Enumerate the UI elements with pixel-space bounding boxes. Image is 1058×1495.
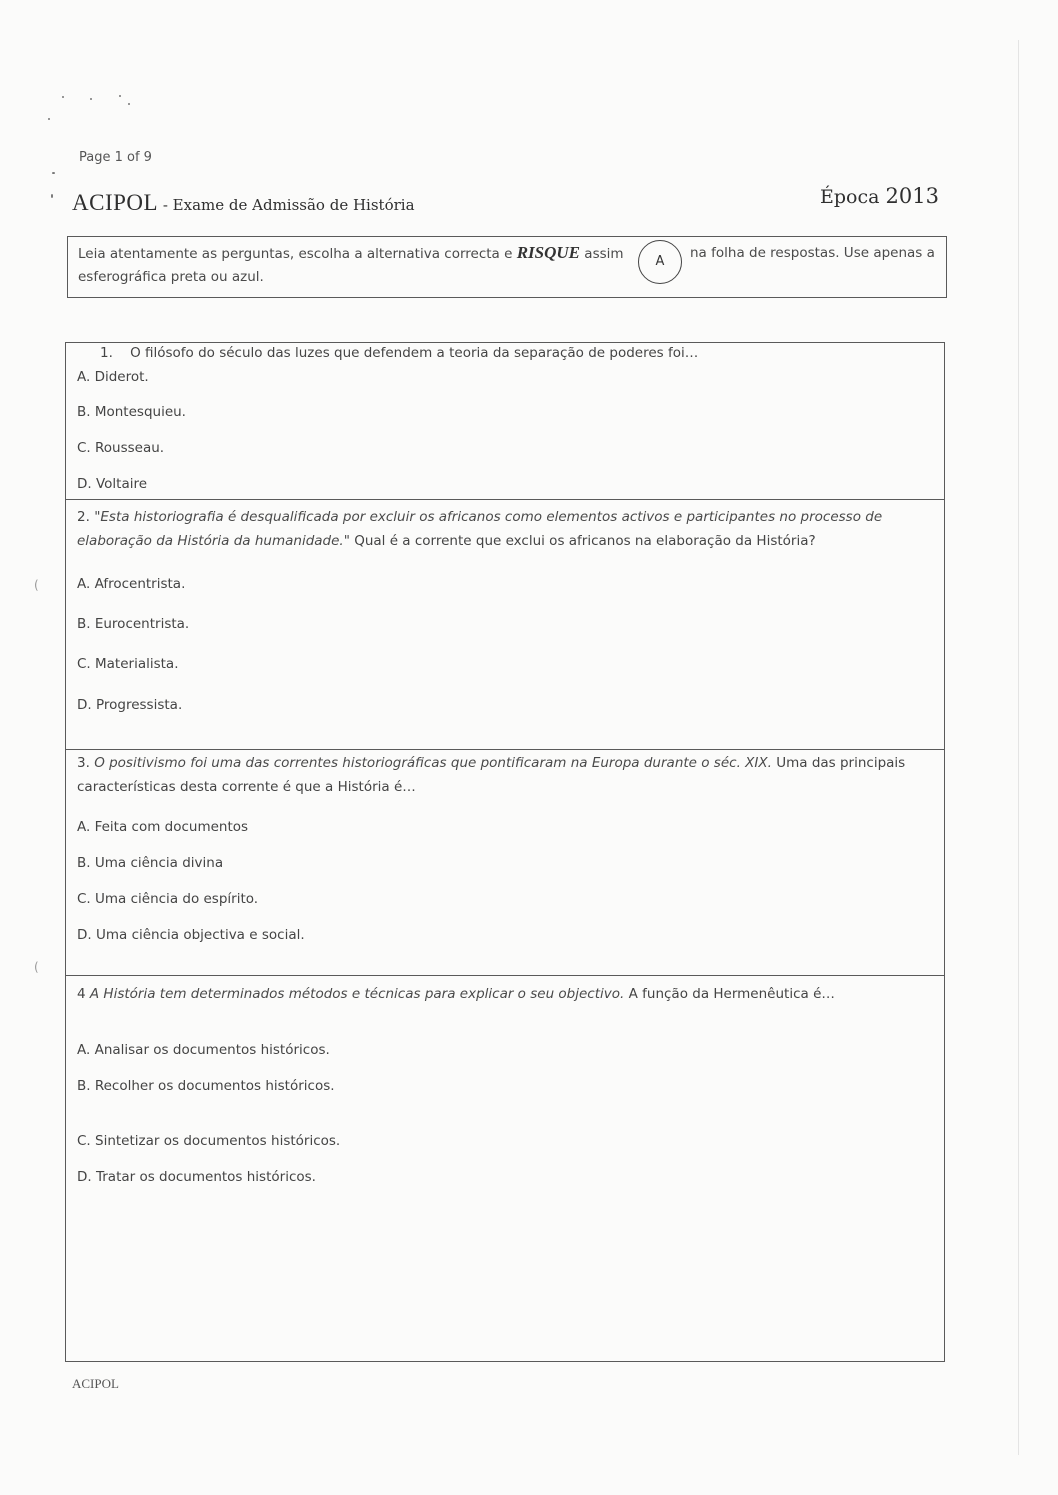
answer-option: C. Materialista. [77,656,179,672]
question-2 [77,505,938,553]
instructions-line-2: esferográfica preta ou azul. [78,269,264,285]
question-quote: "Esta historiografia é desqualificada por excluir os africanos como elementos activos e participantes no processo de elaboração da História da humanidade." [77,509,883,549]
answer-option: B. Recolher os documentos históricos. [77,1078,335,1094]
exam-period [820,184,939,208]
question-number: 1. [100,345,113,361]
answer-option: C. Uma ciência do espírito. [77,891,259,907]
period-label: Época [820,186,886,208]
scan-speck [128,103,130,105]
question-divider [66,499,944,500]
answer-option: D. Tratar os documentos históricos. [77,1169,316,1185]
question-number: 3. [77,755,90,771]
scan-edge-line [1018,40,1019,1455]
question-4 [77,986,835,1002]
instructions-box [67,236,947,298]
footer-brand: ACIPOL [72,1376,119,1391]
answer-option: A. Feita com documentos [77,819,249,835]
exam-title: - Exame de Admissão de História [158,196,415,214]
answer-option: D. Progressista. [77,697,183,713]
instructions-line-1 [78,241,624,266]
answer-bubble-example: A [638,240,682,284]
question-3 [77,751,938,799]
question-text: Qual é a corrente que exclui os africanos na elaboração da História? [349,533,816,549]
instructions-line-1-end: na folha de respostas. Use apenas a [690,245,935,261]
question-divider [66,975,944,976]
answer-option: A. Afrocentrista. [77,576,186,592]
instructions-emphasis: RISQUE [516,243,581,262]
answer-option: B. Montesquieu. [77,404,186,420]
answer-option: A. Diderot. [77,369,149,385]
question-divider [66,749,944,750]
question-text: O filósofo do século das luzes que defendem a teoria da separação de poderes foi… [130,345,699,361]
scan-speck [52,172,55,174]
instructions-assim: assim [580,246,624,262]
question-number: 2. [77,509,90,525]
scan-speck [51,194,53,198]
brand-name: ACIPOL [72,190,159,215]
questions-box [65,342,945,1362]
scan-speck [48,118,50,120]
question-1 [100,345,698,361]
question-text: A função da Hermenêutica é… [624,986,835,1002]
answer-option: C. Rousseau. [77,440,165,456]
scan-speck [119,95,121,97]
answer-option: A. Analisar os documentos históricos. [77,1042,330,1058]
binder-mark: ( [34,960,39,974]
answer-option: D. Voltaire [77,476,148,492]
question-text: Uma das principais características desta corrente é que a História é… [77,755,906,795]
answer-option: B. Uma ciência divina [77,855,224,871]
document-title [72,190,415,216]
answer-option: C. Sintetizar os documentos históricos. [77,1133,341,1149]
question-number: 4 [77,986,86,1002]
binder-mark: ( [34,578,39,592]
question-quote: O positivismo foi uma das correntes historiográficas que pontificaram na Europa durante o séc. XIX. [94,755,772,771]
question-quote: A História tem determinados métodos e técnicas para explicar o seu objectivo. [89,986,625,1002]
answer-option: B. Eurocentrista. [77,616,190,632]
answer-option: D. Uma ciência objectiva e social. [77,927,305,943]
scan-speck [62,96,64,98]
instructions-text: Leia atentamente as perguntas, escolha a alternativa correcta e [78,246,517,262]
page-counter: Page 1 of 9 [79,150,152,165]
scan-speck [90,98,92,100]
period-year: 2013 [885,184,939,208]
